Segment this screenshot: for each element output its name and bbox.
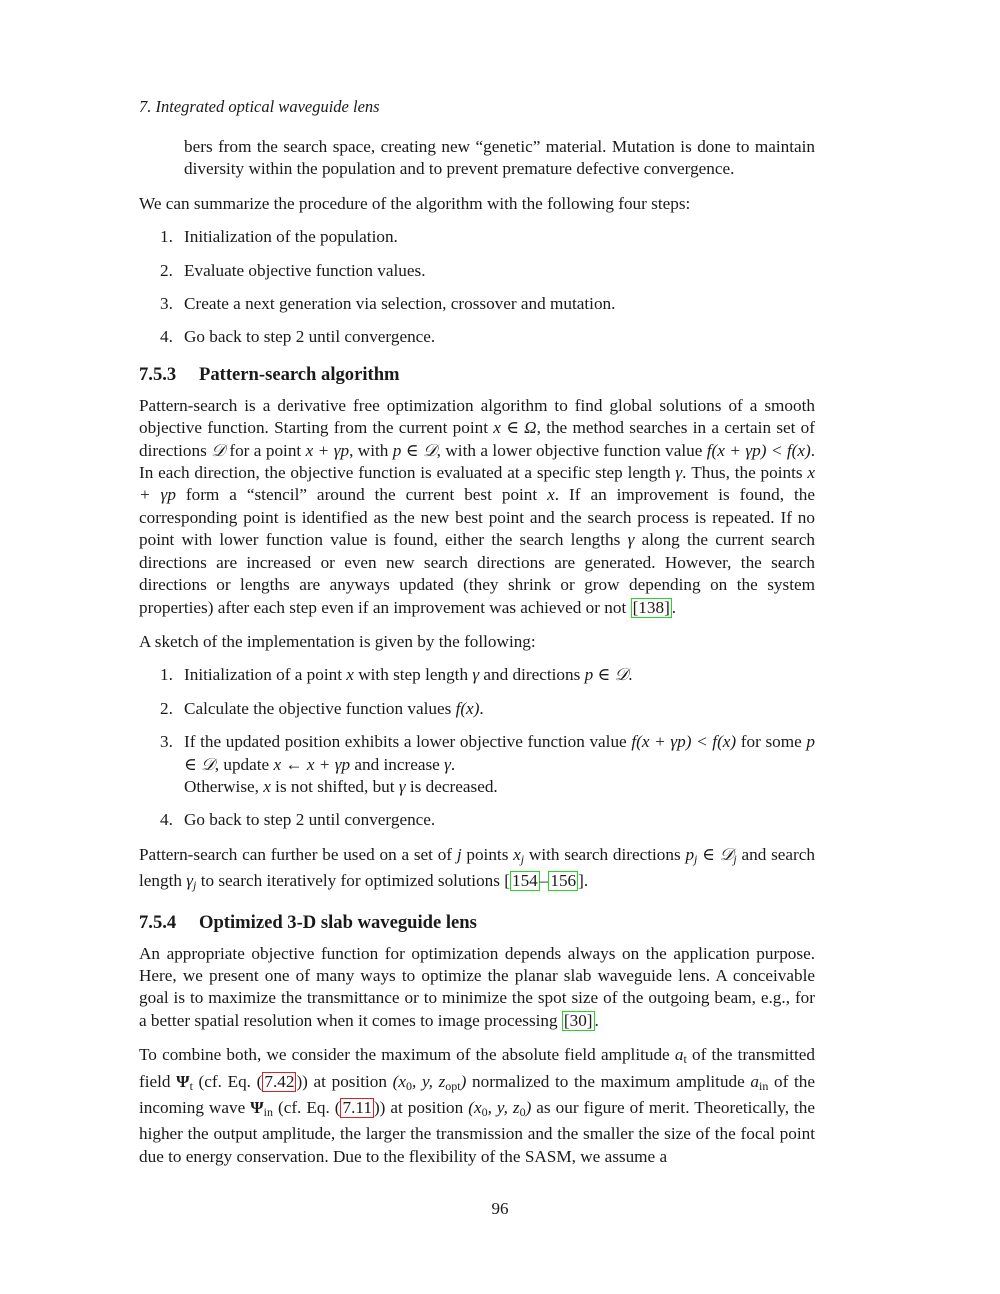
equation-link[interactable]: 7.42 <box>264 1071 295 1091</box>
equation-link[interactable]: 7.11 <box>342 1098 372 1117</box>
pattern-search-paragraph: Pattern-search is a derivative free optimization algorithm to find global solutions of a smooth objective function. Starting from the current point x ∈ Ω, the method searches in a certain set of directions 𝒟 for a point x + γp, with p ∈ 𝒟, with a lower objective function value f(x + γp) < f(x). In each direction, the objective function is evaluated at a specific step length γ. Thus, the points x + γp form a “stencil” around the current best point x. If an improvement is found, the corresponding point is identified as the new best point and the search process is repeated. If no point with lower function value is found, either the search lengths γ along the current search directions are increased or even new search directions are generated. However, the search directions or lengths are anyways updated (they shrink or grow depending on the system properties) after each step even if an improvement was achieved or not [138] . <box>139 395 816 617</box>
summary-lead: We can summarize the procedure of the algorithm with the following four steps: <box>139 193 691 213</box>
sketch-lead: A sketch of the implementation is given by the following: <box>139 631 536 651</box>
citation-link[interactable]: [30] <box>563 1010 593 1030</box>
page-body <box>139 96 815 1168</box>
list-item: 2. Calculate the objective function values f(x). <box>160 698 484 718</box>
list-item: 3. If the updated position exhibits a lower objective function value f(x + γp) < f(x) for some p ∈ 𝒟, update x ← x + γp and increase γ. Otherwise, x is not shifted, but γ is decreased. <box>160 732 815 796</box>
citation-link[interactable]: 154 <box>511 871 538 891</box>
figure-of-merit-paragraph: To combine both, we consider the maximum of the absolute field amplitude $a_t$ of the transmitted field $\Psi_t$ (cf. Eq. ( 7.42 )) at position ($x_0$, y, $z_{opt}$) normalized to the maximum amplitude $a_{in}$ of the incoming wave $\Psi_{in}$ (cf. Eq. ( 7.11 )) at position ($x_0$, y, $z_0$) as our figure of merit. Theoretically, the higher the output amplitude, the larger the transmission and the smaller the size of the focal point due to energy conservation. Due to the flexibility of the SASM, we assume a <box>139 1045 815 1166</box>
list-item: 3. Create a next generation via selection, crossover and mutation. <box>160 294 616 314</box>
list-item: 4. Go back to step 2 until convergence. <box>160 810 436 830</box>
genetic-steps-list <box>139 226 815 349</box>
pattern-search-steps-list <box>139 664 815 831</box>
list-item: 4. Go back to step 2 until convergence. <box>160 327 436 347</box>
running-header: 7. Integrated optical waveguide lens <box>139 97 380 116</box>
objective-function-paragraph: An appropriate objective function for optimization depends always on the application purpose. Here, we present one of many ways to optimize the planar slab waveguide lens. A conceivable goal is to maximize the transmittance or to minimize the spot size of the outgoing beam, e.g., for a better spatial resolution when it comes to image processing [30] . <box>139 943 815 1030</box>
list-item: 1. Initialization of the population. <box>160 227 398 247</box>
pattern-search-set-paragraph: Pattern-search can further be used on a set of j points $x_j$ with search directions $p_j$ ∈ 𝒟$_j$ and search length $\gamma_j$ to search iteratively for optimized solutions [ 154 – 156 ]. <box>139 844 815 893</box>
continued-quote: bers from the search space, creating new “genetic” material. Mutation is done to maintain diversity within the population and to prevent premature defective convergence. <box>184 137 815 179</box>
citation-link[interactable]: [138] <box>632 597 670 617</box>
section-heading-7-5-4: 7.5.4 Optimized 3-D slab waveguide lens <box>139 911 477 933</box>
citation-link[interactable]: 156 <box>550 871 577 891</box>
section-heading-7-5-3: 7.5.3 Pattern-search algorithm <box>139 363 400 385</box>
page-number: 96 <box>491 1199 509 1218</box>
list-item: 2. Evaluate objective function values. <box>160 260 426 280</box>
list-item: 1. Initialization of a point x with step length γ and directions p ∈ 𝒟. <box>160 665 633 685</box>
